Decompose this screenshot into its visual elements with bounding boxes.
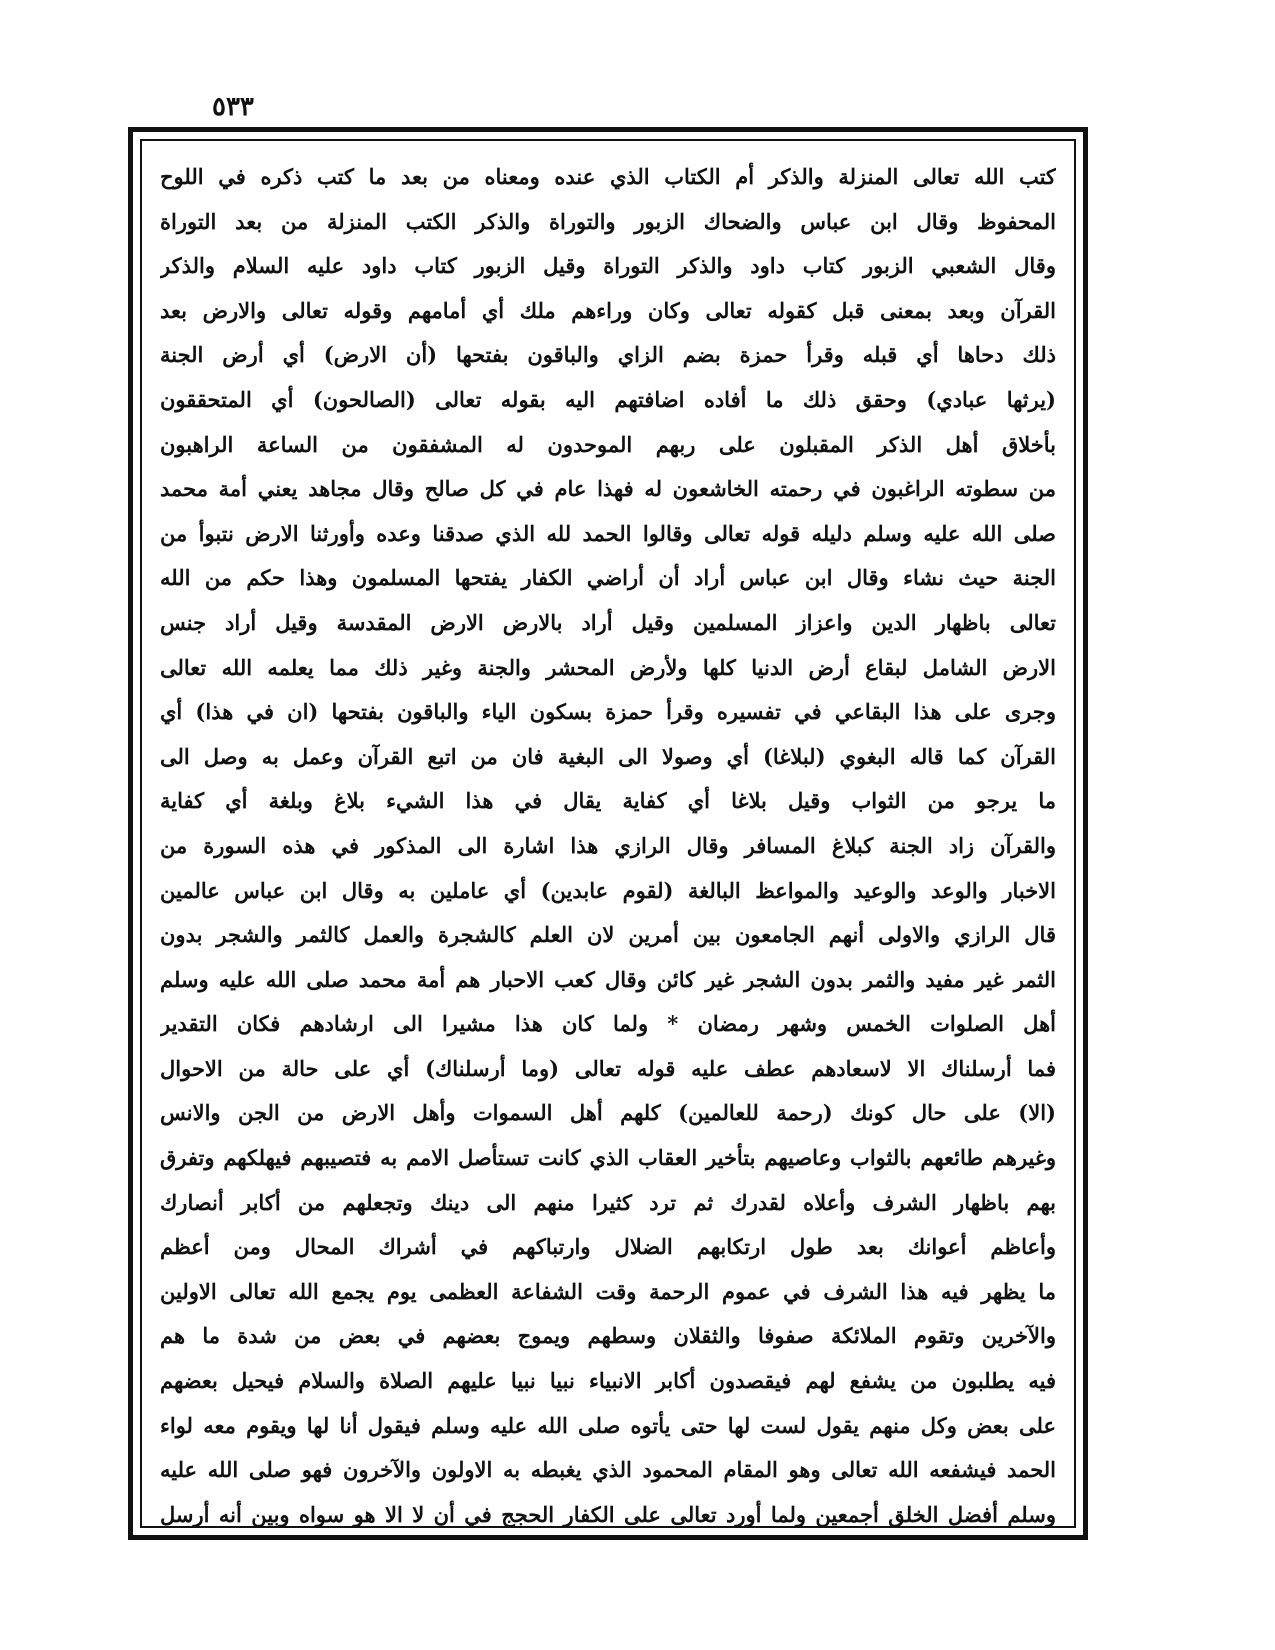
text-line-23: وغيرهم طائعهم بالثواب وعاصيهم بتأخير العقاب الذي كانت تستأصل الامم به فتصيبهم فيهلكهم وتفرق xyxy=(160,1145,1056,1171)
text-line-11: تعالى باظهار الدين واعزاز المسلمين وقيل أراد بالارض الارض المقدسة وقيل أراد جنس xyxy=(160,609,1056,635)
text-line-5: ذلك دحاها أي قبله وقرأ حمزة بضم الزاي والباقون بفتحها (أن الارض) أي أرض الجنة xyxy=(160,342,1056,368)
text-body xyxy=(160,155,1056,1537)
text-frame xyxy=(140,139,1076,1528)
text-line-24: بهم باظهار الشرف وأعلاه لقدرك ثم ترد كثيرا منهم الى دينك وتجعلهم من أكابر أنصارك xyxy=(160,1189,1056,1215)
text-line-19: الثمر غير مفيد والثمر بدون الشجر غير كائن وقال كعب الاحبار هم أمة محمد صلى الله عليه وسلم xyxy=(160,966,1056,992)
text-line-12: الارض الشامل لبقاع أرض الدنيا كلها ولأرض المحشر والجنة وغير ذلك مما يعلمه الله تعالى xyxy=(160,654,1056,680)
text-line-18: قال الرازي والاولى أنهم الجامعون بين أمرين لان العلم كالشجرة والعمل كالثمر والشجر بدون xyxy=(160,922,1056,948)
text-line-6: (يرثها عبادي) وحقق ذلك ما أفاده اضافتهم اليه بقوله تعالى (الصالحون) أي المتحققون xyxy=(160,386,1056,412)
text-line-14: القرآن كما قاله البغوي (لبلاغا) أي وصولا الى البغية فان من اتبع القرآن وعمل به وصل الى xyxy=(160,743,1056,769)
text-line-21: فما أرسلناك الا لاسعادهم عطف عليه قوله تعالى (وما أرسلناك) أي على حالة من الاحوال xyxy=(160,1055,1056,1081)
text-line-13: وجرى على هذا البقاعي في تفسيره وقرأ حمزة بسكون الياء والباقون بفتحها (ان في هذا) أي xyxy=(160,699,1056,725)
text-line-8: من سطوته الراغبون في رحمته الخاشعون له فهذا عام في كل صالح وقال مجاهد يعني أمة محمد xyxy=(160,476,1056,502)
text-line-3: وقال الشعبي الزبور كتاب داود والذكر التوراة وقيل الزبور كتاب داود عليه السلام والذكر xyxy=(160,253,1056,279)
text-line-17: الاخبار والوعد والوعيد والمواعظ البالغة (لقوم عابدين) أي عاملين به وقال ابن عباس عالمين xyxy=(160,877,1056,903)
text-line-1: كتب الله تعالى المنزلة والذكر أم الكتاب الذي عنده ومعناه من بعد ما كتب ذكره في اللوح xyxy=(160,164,1056,189)
text-line-4: القرآن وبعد بمعنى قبل كقوله تعالى وكان وراءهم ملك أي أمامهم وقوله تعالى والارض بعد xyxy=(160,297,1056,323)
text-line-25: وأعاظم أعوانك بعد طول ارتكابهم الضلال وارتباكهم في أشراك المحال ومن أعظم xyxy=(160,1234,1056,1260)
text-line-15: ما يرجو من الثواب وقيل بلاغا أي كفاية يقال في هذا الشيء بلاغ وبلغة أي كفاية xyxy=(160,788,1056,814)
page-number: ٥٣٣ xyxy=(212,92,254,122)
text-line-7: بأخلاق أهل الذكر المقبلون على ربهم الموحدون له المشفقون من الساعة الراهبون xyxy=(160,431,1056,457)
text-line-27: والآخرين وتقوم الملائكة صفوفا والثقلان وسطهم ويموج بعضهم في بعض من شدة ما هم xyxy=(160,1323,1056,1349)
text-line-2: المحفوظ وقال ابن عباس والضحاك الزبور والتوراة والذكر الكتب المنزلة من بعد التوراة xyxy=(160,208,1056,234)
text-line-31: وسلم أفضل الخلق أجمعين ولما أورد تعالى على الكفار الحجج في أن لا الا هو سواه وبين أنه أرسل xyxy=(160,1501,1056,1527)
text-line-10: الجنة حيث نشاء وقال ابن عباس أراد أن أراضي الكفار يفتحها المسلمون وهذا حكم من الله xyxy=(160,565,1056,591)
text-line-16: والقرآن زاد الجنة كبلاغ المسافر وقال الرازي هذا اشارة الى المذكور في هذه السورة من xyxy=(160,832,1056,858)
text-line-30: الحمد فيشفعه الله تعالى وهو المقام المحمود الذي يغبطه به الاولون والآخرون فهو صلى الله عليه xyxy=(160,1457,1056,1483)
text-line-20: أهل الصلوات الخمس وشهر رمضان * ولما كان هذا مشيرا الى ارشادهم فكان التقدير xyxy=(160,1011,1056,1037)
text-line-28: فيه يطلبون من يشفع لهم فيقصدون أكابر الانبياء نبيا نبيا عليهم الصلاة والسلام فيحيل بعضهم xyxy=(160,1368,1056,1394)
text-line-29: على بعض وكل منهم يقول لست لها حتى يأتوه صلى الله عليه وسلم فيقول أنا لها ويقوم معه لواء xyxy=(160,1412,1056,1438)
text-line-22: (الا) على حال كونك (رحمة للعالمين) كلهم أهل السموات وأهل الارض من الجن والانس xyxy=(160,1100,1056,1126)
text-line-26: ما يظهر فيه هذا الشرف في عموم الرحمة وقت الشفاعة العظمى يوم يجمع الله تعالى الاولين xyxy=(160,1278,1056,1304)
text-line-9: صلى الله عليه وسلم دليله قوله تعالى وقالوا الحمد لله الذي صدقنا وعده وأورثنا الارض نتبوأ من xyxy=(160,520,1056,546)
